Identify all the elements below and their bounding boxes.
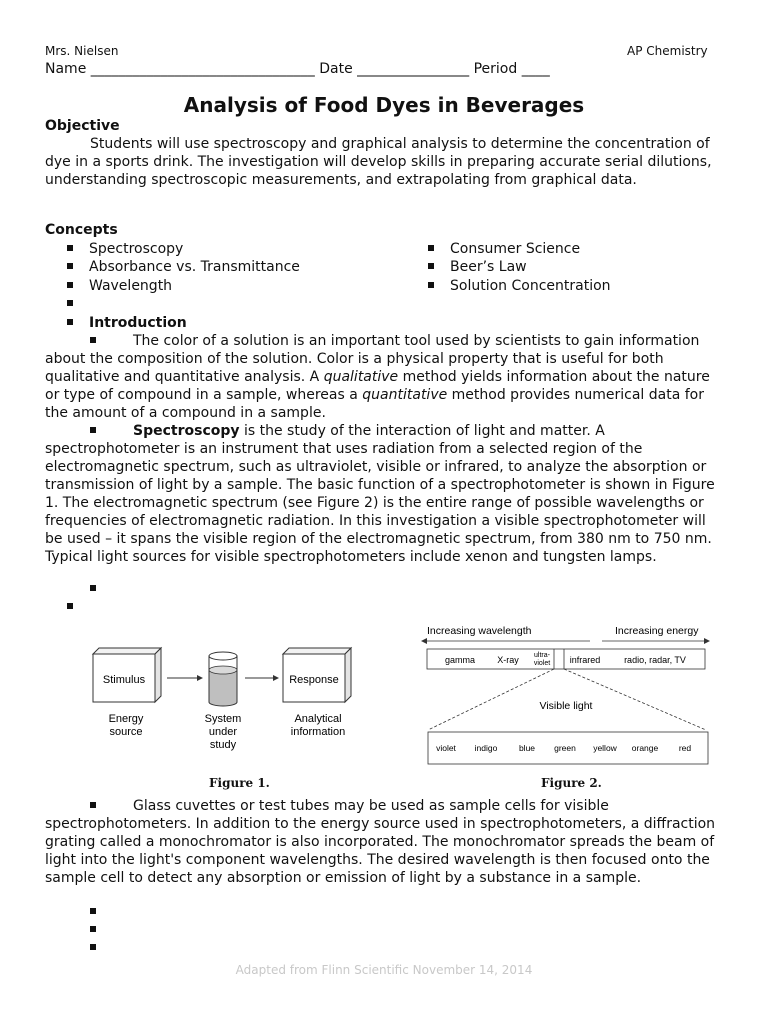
empty-bullet	[67, 598, 73, 616]
empty-bullet	[90, 903, 96, 921]
period-label: Period	[473, 61, 518, 77]
concept-item: Wavelength	[67, 277, 172, 295]
color-violet: violet	[436, 743, 456, 753]
concept-item: Absorbance vs. Transmittance	[67, 258, 300, 276]
concept-item: Spectroscopy	[67, 240, 183, 258]
color-red: red	[678, 743, 692, 753]
stimulus-box	[93, 648, 161, 702]
band-gamma: gamma	[444, 655, 476, 665]
response-box	[283, 648, 351, 702]
student-info-line	[45, 60, 725, 78]
name-blank[interactable]: ________________________________	[90, 61, 315, 77]
bullet-icon	[90, 944, 96, 950]
figure-1-caption: Figure 1.	[209, 776, 270, 790]
spectroscopy-term: Spectroscopy	[133, 423, 240, 439]
bullet-icon	[67, 603, 73, 609]
bullet-icon	[90, 926, 96, 932]
expansion-line-left	[428, 669, 554, 730]
intro-paragraph-2-text: is the study of the interaction of light and matter. A spectrophotometer is an instrument that uses radiation from a selected region of the electromagnetic spectrum, such as ultraviolet, visible or infrared, to analyze the absorption or transmission of light by a sample. The basic function of a spectrophotometer is shown in Figure 1. The electromagnetic spectrum (see Figure 2) is the entire range of possible wavelengths or frequencies of electromagnetic radiation. In this investigation a visible spectrophotometer will be used – it spans the visible region of the electromagnetic spectrum, from 380 nm to 750 nm. Typical light sources for visible spectrophotometers include xenon and tungsten lamps.	[45, 423, 715, 565]
analytical-label-2: information	[290, 726, 346, 738]
concept-item: Beer’s Law	[428, 258, 527, 276]
system-label-1: System	[204, 713, 242, 725]
figure-2-diagram	[420, 620, 720, 775]
cuvette-cylinder	[209, 652, 237, 706]
footer-credit: Adapted from Flinn Scientific November 14, 2014	[235, 963, 533, 977]
date-label: Date	[319, 61, 353, 77]
band-ultraviolet-1: ultra-	[534, 652, 550, 659]
system-label-3: study	[209, 739, 237, 751]
bullet-icon	[67, 245, 73, 251]
intro-paragraph-1: The color of a solution is an important tool used by scientists to gain information about the composition of the solution. Color is a physical property that is useful for both qualitative and quantitative analysis. A qualitative method yields information about the nature or type of compound in a sample, whereas a quantitative method provides numerical data for the amount of a compound in a sample.	[45, 333, 710, 421]
empty-bullet	[90, 580, 96, 598]
system-label-2: under	[208, 726, 238, 738]
introduction-heading: Introduction	[89, 315, 187, 331]
introduction-heading-line	[67, 314, 187, 332]
objective-text: Students will use spectroscopy and graphical analysis to determine the concentration of dye in a sports drink. The investigation will develop skills in preparing accurate serial dilutions, understanding spectroscopic measurements, and extrapolating from graphical data.	[45, 136, 712, 188]
date-blank[interactable]: ________________	[357, 61, 470, 77]
band-infrared: infrared	[569, 655, 601, 665]
period-blank[interactable]: ____	[521, 61, 550, 77]
intro-paragraph-2	[45, 422, 720, 566]
bullet-icon	[90, 908, 96, 914]
empty-bullet	[90, 921, 96, 939]
energy-source-label-1: Energy	[108, 713, 144, 725]
bullet-icon	[428, 245, 434, 251]
concept-item: Consumer Science	[428, 240, 580, 258]
concept-item: Solution Concentration	[428, 277, 611, 295]
empty-bullet	[90, 939, 96, 957]
bullet-icon	[67, 282, 73, 288]
bullet-icon	[90, 585, 96, 591]
color-blue: blue	[518, 743, 536, 753]
response-label: Response	[289, 674, 339, 686]
figure-2-caption: Figure 2.	[541, 776, 602, 790]
band-radio: radio, radar, TV	[624, 655, 686, 665]
objective-heading: Objective	[45, 118, 120, 134]
course-name: AP Chemistry	[627, 44, 708, 58]
analytical-label-1: Analytical	[294, 713, 342, 725]
color-yellow: yellow	[593, 743, 617, 753]
teacher-name: Mrs. Nielsen	[45, 44, 119, 58]
empty-bullet	[67, 295, 73, 313]
intro-paragraph-3: Glass cuvettes or test tubes may be used as sample cells for visible spectrophotometers. In addition to the energy source used in spectrophotometers, a diffraction grating called a monochromator is also incorporated. The monochromator spreads the beam of light into the light's component wavelengths. The desired wavelength is then focused onto the sample cell to detect any absorption or emission of light by a substance in a sample.	[45, 798, 716, 886]
energy-source-label-2: source	[109, 726, 143, 738]
name-label: Name	[45, 61, 87, 77]
bullet-icon	[67, 319, 73, 325]
stimulus-label: Stimulus	[102, 674, 146, 686]
band-ultraviolet-2: violet	[533, 660, 551, 667]
color-orange: orange	[631, 743, 659, 753]
band-xray: X-ray	[497, 655, 519, 665]
page-title: Analysis of Food Dyes in Beverages	[183, 93, 585, 117]
increasing-wavelength-label: Increasing wavelength	[427, 625, 532, 637]
concepts-heading: Concepts	[45, 222, 118, 238]
color-indigo: indigo	[474, 743, 498, 753]
bullet-icon	[67, 263, 73, 269]
bullet-icon	[428, 282, 434, 288]
color-green: green	[554, 743, 576, 753]
visible-light-label: Visible light	[539, 700, 593, 712]
bullet-icon	[428, 263, 434, 269]
increasing-energy-label: Increasing energy	[615, 625, 699, 637]
bullet-icon	[67, 300, 73, 306]
